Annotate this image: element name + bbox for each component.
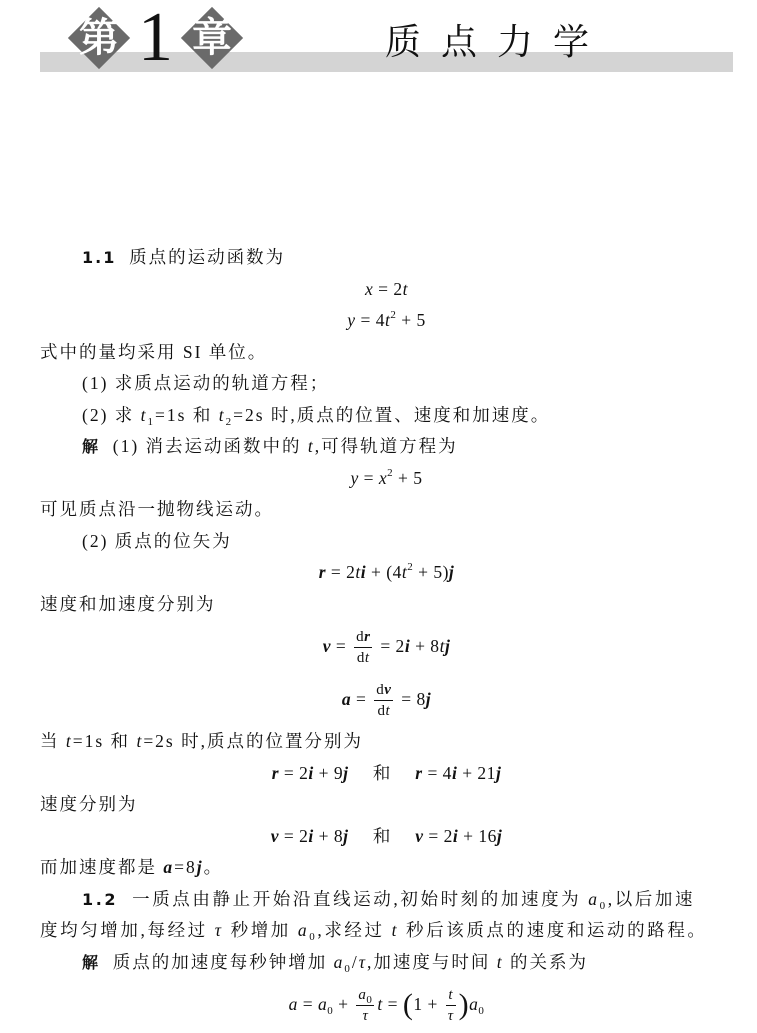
text-run: =2s 时,质点的位置分别为 — [143, 731, 363, 751]
text-run: + (4 — [366, 562, 402, 582]
denominator — [354, 648, 372, 667]
text-run: 0 — [366, 994, 373, 1007]
text-run: d — [377, 703, 386, 720]
text-run: ,加速度与时间 — [367, 951, 497, 972]
text-run: r — [415, 762, 423, 783]
text-run: y — [347, 310, 356, 330]
text-run: t — [391, 920, 400, 940]
fraction — [356, 986, 374, 1025]
text-run: 可见质点沿一抛物线运动。 — [40, 499, 274, 519]
text-run: 度均匀增加,每经过 — [40, 920, 215, 940]
text-run: = 4 — [355, 310, 385, 330]
fraction — [354, 628, 372, 667]
equation-line — [40, 673, 733, 726]
text-run: 0 — [344, 962, 352, 975]
text-run: a — [288, 994, 298, 1014]
text-run: t — [384, 310, 391, 330]
text-run: y — [350, 467, 359, 488]
text-run: 式中的量均采用 SI 单位。 — [40, 341, 268, 362]
text-run: t — [377, 994, 383, 1014]
text-line — [40, 400, 733, 432]
text-run: 1 — [147, 415, 156, 428]
text-run: + 5) — [413, 562, 449, 582]
text-run: j — [448, 562, 455, 582]
text-run: = 2 — [373, 278, 403, 299]
numerator — [374, 681, 393, 701]
text-run: + 21 — [457, 762, 496, 783]
text-run: i — [308, 762, 314, 783]
text-line — [40, 726, 733, 758]
denominator — [374, 701, 393, 720]
text-run: τ — [358, 951, 368, 972]
text-line — [40, 884, 733, 916]
text-run: ) — [458, 988, 470, 1021]
text-run: a — [297, 920, 310, 940]
text-run: = 2 — [375, 636, 405, 656]
text-run: = — [351, 689, 372, 709]
text-run: 秒后该质点的速度和运动的路程。 — [399, 920, 708, 940]
text-run: 。 — [203, 857, 224, 877]
text-run: 速度和加速度分别为 — [40, 593, 216, 614]
bold-label: 解 — [82, 952, 101, 972]
equation-line — [40, 463, 733, 495]
text-run: i — [404, 636, 411, 656]
text-run: τ — [447, 1008, 454, 1025]
text-run: j — [495, 762, 502, 783]
text-run: t — [402, 278, 409, 299]
text-run: r — [364, 629, 371, 646]
text-run: ( — [402, 988, 414, 1021]
text-run: τ — [214, 920, 224, 940]
text-run: 0 — [327, 1005, 334, 1017]
text-run: τ — [362, 1008, 369, 1025]
text-run: x — [364, 278, 374, 299]
text-line — [40, 242, 733, 274]
text-run: j — [196, 857, 204, 877]
text-run: 2 — [387, 466, 394, 479]
numerator — [446, 986, 456, 1006]
text-run: 秒增加 — [223, 920, 298, 940]
text-run: t — [355, 562, 361, 582]
text-line — [40, 368, 733, 400]
text-line — [40, 852, 733, 884]
text-line — [40, 589, 733, 621]
text-run: + 9 — [313, 762, 344, 783]
text-run: v — [415, 825, 424, 846]
text-run: = — [358, 467, 379, 488]
text-run: t — [364, 650, 370, 667]
bold-label: 1.2 — [82, 889, 119, 909]
text-run: = 2 — [279, 825, 309, 846]
text-run: = — [382, 994, 403, 1014]
text-run: i — [308, 825, 314, 846]
chapter-header — [0, 0, 757, 80]
text-run: (2) 质点的位矢为 — [82, 530, 232, 551]
text-run: t — [307, 436, 315, 456]
text-run: j — [343, 825, 349, 846]
text-run: ,求经过 — [317, 920, 392, 940]
text-run: 0 — [478, 1005, 485, 1017]
text-run: =1s 和 — [155, 404, 219, 425]
text-run: 0 — [309, 931, 318, 943]
equation-line — [40, 978, 733, 1031]
denominator — [356, 1006, 374, 1025]
text-run: v — [270, 825, 279, 846]
text-run: v — [322, 636, 331, 656]
text-run: j — [343, 762, 349, 783]
chapter-suffix-diamond — [180, 6, 244, 70]
text-run: t — [140, 404, 148, 425]
text-run: 和 — [348, 825, 416, 846]
text-run: 2 — [390, 309, 397, 321]
text-run: = 4 — [422, 762, 452, 783]
text-run: r — [318, 562, 327, 582]
text-run: d — [376, 682, 385, 699]
chapter-prefix: 第 — [79, 15, 119, 61]
text-line — [40, 915, 733, 947]
text-run: + — [333, 994, 354, 1014]
text-run: x — [378, 467, 388, 488]
text-run: = — [297, 994, 318, 1014]
equation-line — [40, 557, 733, 589]
text-run: + 5 — [396, 310, 426, 330]
text-run: ,以后加速 — [607, 888, 696, 909]
text-run: / — [351, 951, 359, 972]
text-run: 0 — [599, 899, 608, 912]
fraction — [446, 986, 456, 1025]
text-run: a — [163, 857, 175, 877]
text-run: t — [439, 636, 445, 656]
text-run: + 8 — [410, 636, 440, 656]
chapter-title: 质点力学 — [385, 22, 610, 63]
text-run: + 8 — [313, 825, 344, 846]
text-run: t — [448, 987, 454, 1004]
text-run: (2) 求 — [82, 404, 141, 425]
text-run: =1s 和 — [72, 731, 137, 751]
text-run: = 2 — [423, 825, 453, 846]
text-run: + 16 — [458, 825, 497, 846]
text-run: (1) 消去运动函数中的 — [100, 436, 308, 456]
text-run: a — [588, 888, 600, 909]
text-run: 一质点由静止开始沿直线运动,初始时刻的加速度为 — [118, 888, 589, 909]
text-run: t — [136, 731, 144, 751]
text-run: = — [330, 636, 352, 656]
text-run: 和 — [348, 762, 416, 783]
text-run: a — [358, 987, 367, 1004]
text-line — [40, 789, 733, 821]
text-run: 当 — [40, 731, 66, 751]
text-run: a — [469, 994, 479, 1014]
text-run: = 2 — [279, 762, 309, 783]
text-run: j — [496, 825, 503, 846]
text-run: a — [333, 951, 345, 972]
fraction — [374, 681, 393, 720]
text-run: = 2 — [326, 562, 356, 582]
equation-line — [40, 821, 733, 853]
text-line — [40, 337, 733, 369]
text-run: 质点的加速度每秒钟增加 — [100, 951, 334, 972]
chapter-number: 1 — [138, 0, 173, 76]
text-run: 2 — [407, 561, 414, 573]
text-line — [40, 494, 733, 526]
text-run: i — [451, 762, 458, 783]
text-run: 1 + — [413, 994, 443, 1014]
text-line — [40, 431, 733, 463]
text-run: ,可得轨道方程为 — [314, 436, 458, 456]
text-run: t — [385, 703, 391, 720]
chapter-suffix: 章 — [192, 15, 232, 61]
text-run: t — [401, 562, 408, 582]
text-run: t — [218, 404, 226, 425]
text-run: a — [341, 689, 352, 709]
page-body — [40, 242, 733, 1031]
equation-line — [40, 274, 733, 306]
text-run: =2s 时,质点的位置、速度和加速度。 — [233, 404, 551, 425]
text-run: j — [425, 689, 432, 709]
bold-label: 1.1 — [82, 248, 117, 267]
text-run: r — [271, 762, 279, 783]
text-run: 而加速度都是 — [40, 857, 164, 877]
text-run: (1) 求质点运动的轨道方程； — [82, 373, 330, 393]
text-run: i — [360, 562, 367, 582]
text-run: v — [384, 682, 392, 699]
chapter-prefix-diamond — [67, 6, 131, 70]
numerator — [356, 986, 374, 1006]
text-run: 2 — [225, 415, 234, 428]
equation-line — [40, 758, 733, 790]
denominator — [446, 1006, 456, 1025]
text-run: 质点的运动函数为 — [116, 247, 286, 267]
equation-line — [40, 305, 733, 337]
text-run: i — [452, 825, 459, 846]
text-run: j — [444, 636, 451, 656]
bold-label: 解 — [82, 437, 101, 456]
text-run: a — [318, 994, 328, 1014]
text-run: 的关系为 — [503, 951, 589, 972]
text-run: 速度分别为 — [40, 794, 138, 814]
text-run: t — [65, 731, 73, 751]
text-run: + 5 — [393, 467, 423, 488]
numerator — [354, 628, 372, 648]
text-run: d — [356, 650, 365, 667]
equation-line — [40, 620, 733, 673]
text-line — [40, 526, 733, 558]
text-run: =8 — [174, 857, 197, 877]
text-run: = 8 — [396, 689, 426, 709]
text-run: d — [356, 629, 365, 646]
text-line — [40, 947, 733, 979]
text-run: t — [496, 951, 504, 972]
